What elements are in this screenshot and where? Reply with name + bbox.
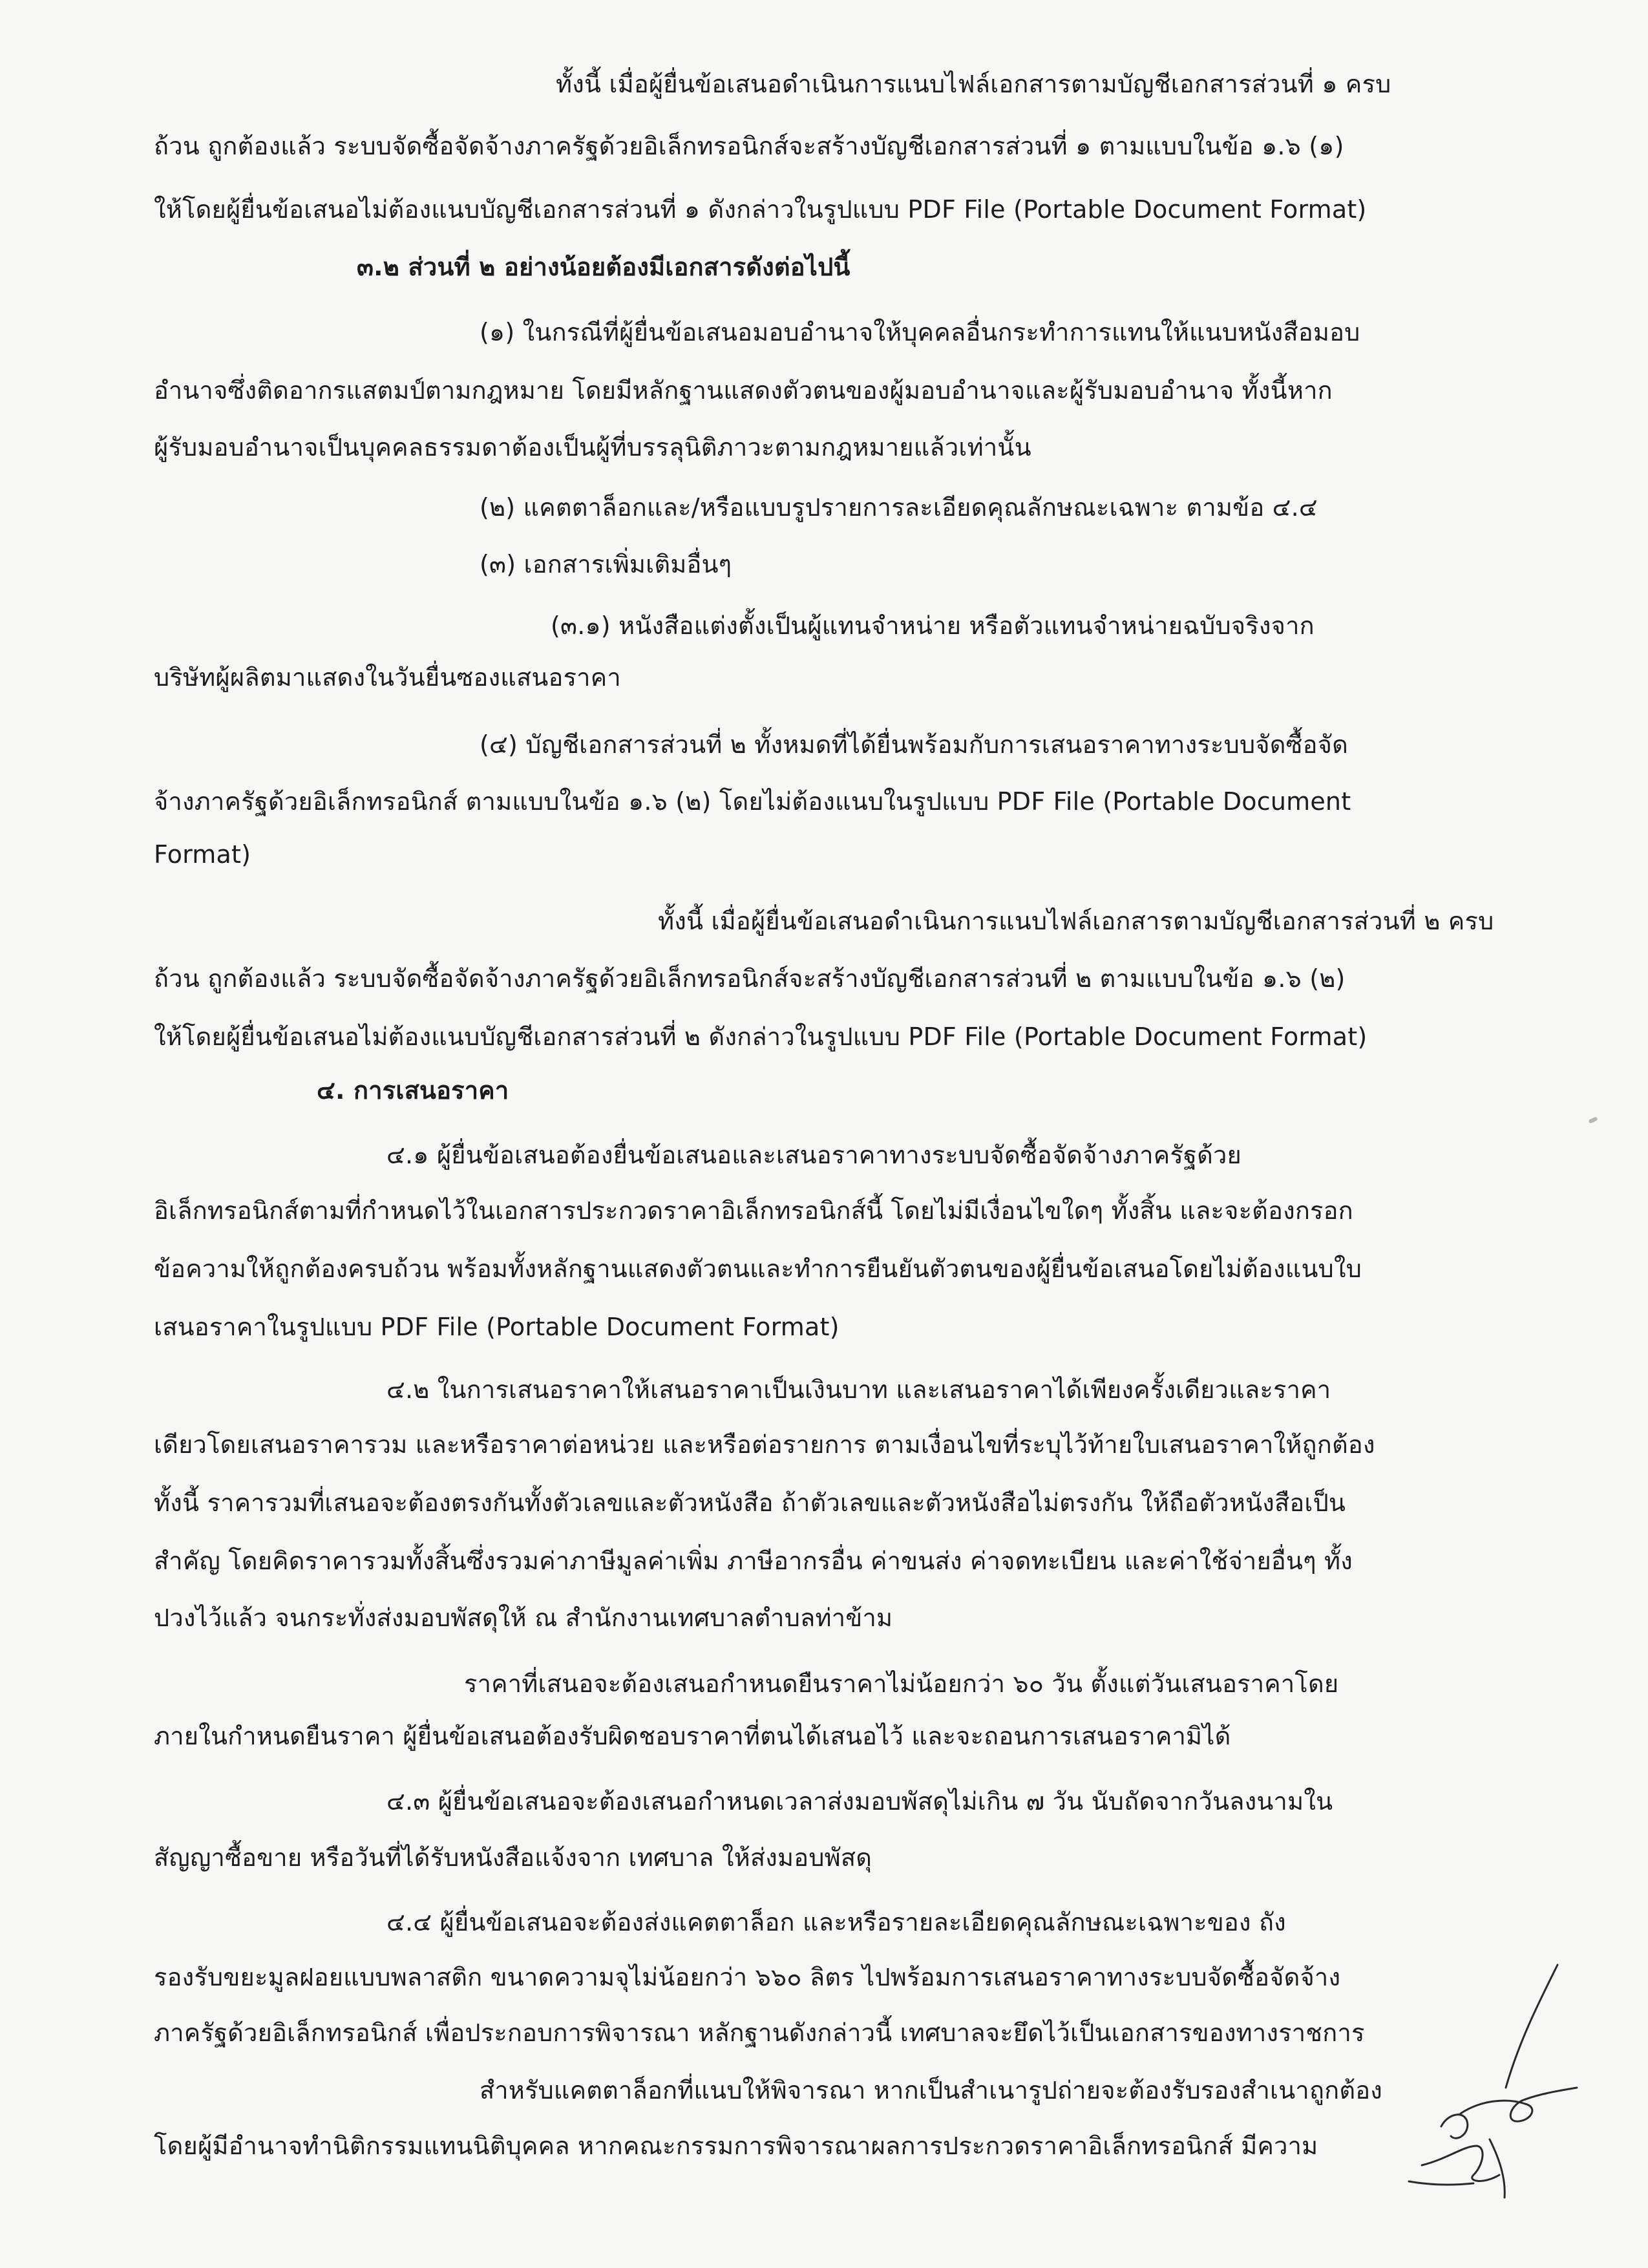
paragraph-line: สำคัญ โดยคิดราคารวมทั้งสิ้นซึ่งรวมค่าภาษีมูลค่าเพิ่ม ภาษีอากรอื่น ค่าขนส่ง ค่าจดทะเบียน และค่าใช้จ่ายอื่นๆ ทั้ง bbox=[154, 1547, 1353, 1575]
paragraph-line: เดียวโดยเสนอราคารวม และหรือราคาต่อหน่วย และหรือต่อรายการ ตามเงื่อนไขที่ระบุไว้ท้ายใบเสนอราคาให้ถูกต้อง bbox=[154, 1430, 1375, 1459]
paragraph-line: สำหรับแคตตาล็อกที่แนบให้พิจารณา หากเป็นสำเนารูปถ่ายจะต้องรับรองสำเนาถูกต้อง bbox=[480, 2076, 1383, 2104]
section-heading-3-2: ๓.๒ ส่วนที่ ๒ อย่างน้อยต้องมีเอกสารดังต่อไปนี้ bbox=[357, 253, 850, 281]
paragraph-line: ถ้วน ถูกต้องแล้ว ระบบจัดซื้อจัดจ้างภาครัฐด้วยอิเล็กทรอนิกส์จะสร้างบัญชีเอกสารส่วนที่ ๑ ตามแบบในข้อ ๑.๖ (๑) bbox=[154, 132, 1344, 160]
paragraph-line: ทั้งนี้ เมื่อผู้ยื่นข้อเสนอดำเนินการแนบไฟล์เอกสารตามบัญชีเอกสารส่วนที่ ๑ ครบ bbox=[556, 70, 1391, 98]
paragraph-line: อิเล็กทรอนิกส์ตามที่กำหนดไว้ในเอกสารประกวดราคาอิเล็กทรอนิกส์นี้ โดยไม่มีเงื่อนไขใดๆ ทั้งสิ้น และจะต้องกรอก bbox=[154, 1196, 1353, 1225]
list-item-2: (๒) แคตตาล็อกและ/หรือแบบรูปรายการละเอียดคุณลักษณะเฉพาะ ตามข้อ ๔.๔ bbox=[480, 493, 1318, 522]
paragraph-line: ถ้วน ถูกต้องแล้ว ระบบจัดซื้อจัดจ้างภาครัฐด้วยอิเล็กทรอนิกส์จะสร้างบัญชีเอกสารส่วนที่ ๒ ตามแบบในข้อ ๑.๖ (๒) bbox=[154, 964, 1346, 993]
paragraph-line: ภายในกำหนดยืนราคา ผู้ยื่นข้อเสนอต้องรับผิดชอบราคาที่ตนได้เสนอไว้ และจะถอนการเสนอราคามิได้ bbox=[154, 1722, 1231, 1750]
paragraph-line: ทั้งนี้ เมื่อผู้ยื่นข้อเสนอดำเนินการแนบไฟล์เอกสารตามบัญชีเอกสารส่วนที่ ๒ ครบ bbox=[658, 907, 1494, 935]
handwritten-signature-icon bbox=[1344, 1952, 1616, 2210]
list-item-4-3: ๔.๓ ผู้ยื่นข้อเสนอจะต้องเสนอกำหนดเวลาส่งมอบพัสดุไม่เกิน ๗ วัน นับถัดจากวันลงนามใน bbox=[386, 1787, 1333, 1816]
paragraph-line: ปวงไว้แล้ว จนกระทั่งส่งมอบพัสดุให้ ณ สำนักงานเทศบาลตำบลท่าข้าม bbox=[154, 1604, 893, 1632]
paragraph-line: บริษัทผู้ผลิตมาแสดงในวันยื่นซองแสนอราคา bbox=[154, 663, 621, 692]
paragraph-line: โดยผู้มีอำนาจทำนิติกรรมแทนนิติบุคคล หากคณะกรรมการพิจารณาผลการประกวดราคาอิเล็กทรอนิกส์ มีความ bbox=[154, 2132, 1318, 2160]
paragraph-line: ผู้รับมอบอำนาจเป็นบุคคลธรรมดาต้องเป็นผู้ที่บรรลุนิติภาวะตามกฎหมายแล้วเท่านั้น bbox=[154, 433, 1031, 461]
paragraph-line: ราคาที่เสนอจะต้องเสนอกำหนดยืนราคาไม่น้อยกว่า ๖๐ วัน ตั้งแต่วันเสนอราคาโดย bbox=[464, 1669, 1339, 1698]
list-item-4-1: ๔.๑ ผู้ยื่นข้อเสนอต้องยื่นข้อเสนอและเสนอราคาทางระบบจัดซื้อจัดจ้างภาครัฐด้วย bbox=[386, 1141, 1242, 1169]
paragraph-line: อำนาจซึ่งติดอากรแสตมป์ตามกฎหมาย โดยมีหลักฐานแสดงตัวตนของผู้มอบอำนาจและผู้รับมอบอำนาจ ทั้งนี้หาก bbox=[154, 376, 1333, 405]
paragraph-line: จ้างภาครัฐด้วยอิเล็กทรอนิกส์ ตามแบบในข้อ ๑.๖ (๒) โดยไม่ต้องแนบในรูปแบบ PDF File (Portable Document bbox=[154, 787, 1351, 816]
section-heading-4: ๔. การเสนอราคา bbox=[317, 1076, 509, 1105]
list-item-4: (๔) บัญชีเอกสารส่วนที่ ๒ ทั้งหมดที่ได้ยื่นพร้อมกับการเสนอราคาทางระบบจัดซื้อจัด bbox=[480, 730, 1348, 759]
list-item-3-1: (๓.๑) หนังสือแต่งตั้งเป็นผู้แทนจำหน่าย หรือตัวแทนจำหน่ายฉบับจริงจาก bbox=[551, 611, 1315, 640]
paragraph-line: ทั้งนี้ ราคารวมที่เสนอจะต้องตรงกันทั้งตัวเลขและตัวหนังสือ ถ้าตัวเลขและตัวหนังสือไม่ตรงกัน ให้ถือตัวหนังสือเป็น bbox=[154, 1489, 1346, 1517]
paragraph-line: ภาครัฐด้วยอิเล็กทรอนิกส์ เพื่อประกอบการพิจารณา หลักฐานดังกล่าวนี้ เทศบาลจะยึดไว้เป็นเอกสารของทางราชการ bbox=[154, 2019, 1365, 2047]
paragraph-line: ข้อความให้ถูกต้องครบถ้วน พร้อมทั้งหลักฐานแสดงตัวตนและทำการยืนยันตัวตนของผู้ยื่นข้อเสนอโดยไม่ต้องแนบใบ bbox=[154, 1255, 1362, 1283]
paragraph-line: Format) bbox=[154, 840, 251, 869]
list-item-4-2: ๔.๒ ในการเสนอราคาให้เสนอราคาเป็นเงินบาท และเสนอราคาได้เพียงครั้งเดียวและราคา bbox=[386, 1375, 1331, 1404]
paragraph-line: ให้โดยผู้ยื่นข้อเสนอไม่ต้องแนบบัญชีเอกสารส่วนที่ ๒ ดังกล่าวในรูปแบบ PDF File (Portable Document Format) bbox=[154, 1023, 1368, 1051]
scan-speck bbox=[1588, 1116, 1598, 1123]
paragraph-line: รองรับขยะมูลฝอยแบบพลาสติก ขนาดความจุไม่น้อยกว่า ๖๖๐ ลิตร ไปพร้อมการเสนอราคาทางระบบจัดซื้อจัดจ้าง bbox=[154, 1963, 1341, 1991]
paragraph-line: ให้โดยผู้ยื่นข้อเสนอไม่ต้องแนบบัญชีเอกสารส่วนที่ ๑ ดังกล่าวในรูปแบบ PDF File (Portable Document Format) bbox=[154, 195, 1367, 224]
paragraph-line: สัญญาซื้อขาย หรือวันที่ได้รับหนังสือแจ้งจาก เทศบาล ให้ส่งมอบพัสดุ bbox=[154, 1843, 872, 1872]
list-item-1: (๑) ในกรณีที่ผู้ยื่นข้อเสนอมอบอำนาจให้บุคคลอื่นกระทำการแทนให้แนบหนังสือมอบ bbox=[480, 318, 1360, 346]
paragraph-line: เสนอราคาในรูปแบบ PDF File (Portable Document Format) bbox=[154, 1313, 840, 1341]
list-item-3: (๓) เอกสารเพิ่มเติมอื่นๆ bbox=[480, 550, 732, 578]
list-item-4-4: ๔.๔ ผู้ยื่นข้อเสนอจะต้องส่งแคตตาล็อก และหรือรายละเอียดคุณลักษณะเฉพาะของ ถัง bbox=[386, 1908, 1286, 1936]
